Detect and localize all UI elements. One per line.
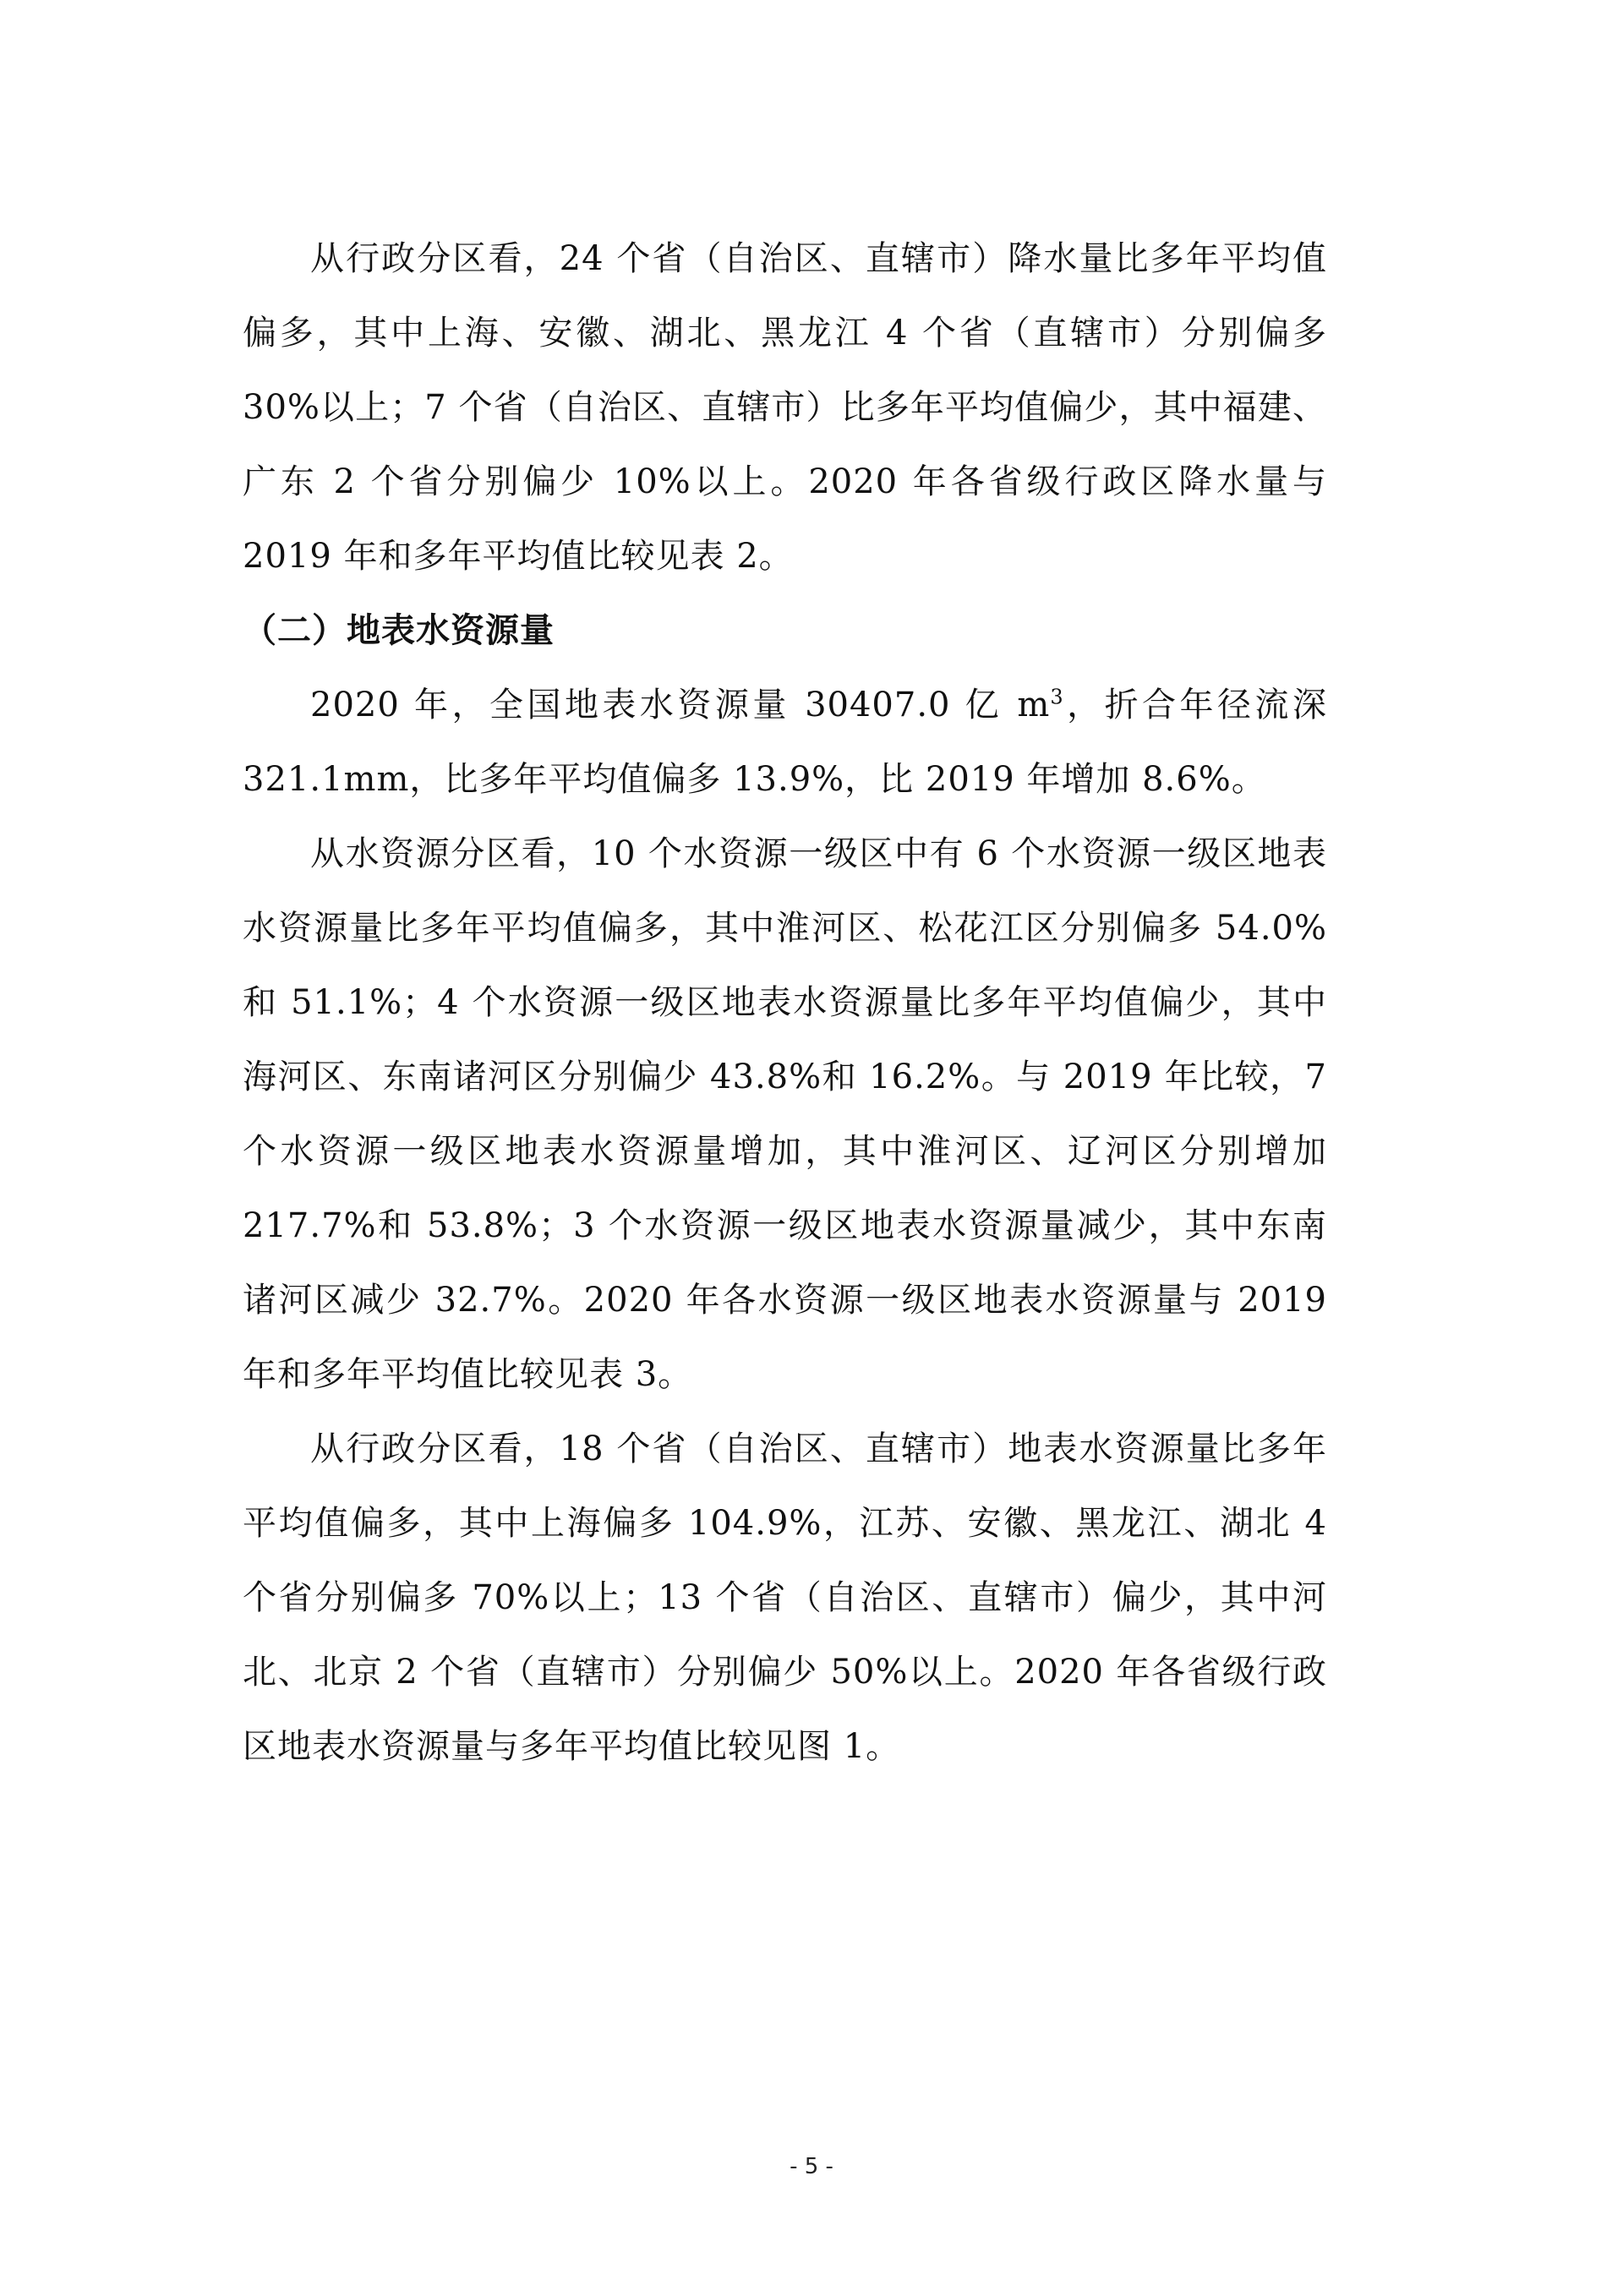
document-body xyxy=(243,221,1327,1784)
paragraph-text-after-unit: ，折合年径流深 321.1mm，比多年平均值偏多 13.9%，比 2019 年增加 8.6%。 xyxy=(243,686,1328,799)
paragraph-surface-water-by-province: 从行政分区看，18 个省（自治区、直辖市）地表水资源量比多年平均值偏多，其中上海偏多 104.9%，江苏、安徽、黑龙江、湖北 4 个省分别偏多 70%以上；13 个省（自治区、直辖市）偏少，其中河北、北京 2 个省（直辖市）分别偏少 50%以上。2020 年各省级行政区地表水资源量与多年平均值比较见图 1。 xyxy=(243,1430,1327,1766)
unit-superscript: 3 xyxy=(1050,685,1064,709)
paragraph-text-before-unit: 2020 年，全国地表水资源量 30407.0 亿 m xyxy=(310,686,1051,724)
section-heading: （二）地表水资源量 xyxy=(243,611,555,650)
paragraph-national-surface-water xyxy=(243,668,1327,817)
paragraph-surface-water-by-basin: 从水资源分区看，10 个水资源一级区中有 6 个水资源一级区地表水资源量比多年平均值偏多，其中淮河区、松花江区分别偏多 54.0%和 51.1%；4 个水资源一级区地表水资源量比多年平均值偏少，其中海河区、东南诸河区分别偏少 43.8%和 16.2%。与 2019 年比较，7 个水资源一级区地表水资源量增加，其中淮河区、辽河区分别增加 217.7%和 53.8%；3 个水资源一级区地表水资源量减少，其中东南诸河区减少 32.7%。2020 年各水资源一级区地表水资源量与 2019 年和多年平均值比较见表 3。 xyxy=(243,834,1327,1394)
page-number: - 5 - xyxy=(790,2154,833,2179)
paragraph-precipitation-by-province: 从行政分区看，24 个省（自治区、直辖市）降水量比多年平均值偏多，其中上海、安徽、湖北、黑龙江 4 个省（直辖市）分别偏多 30%以上；7 个省（自治区、直辖市）比多年平均值偏少，其中福建、广东 2 个省分别偏少 10%以上。2020 年各省级行政区降水量与 2019 年和多年平均值比较见表 2。 xyxy=(243,239,1327,576)
